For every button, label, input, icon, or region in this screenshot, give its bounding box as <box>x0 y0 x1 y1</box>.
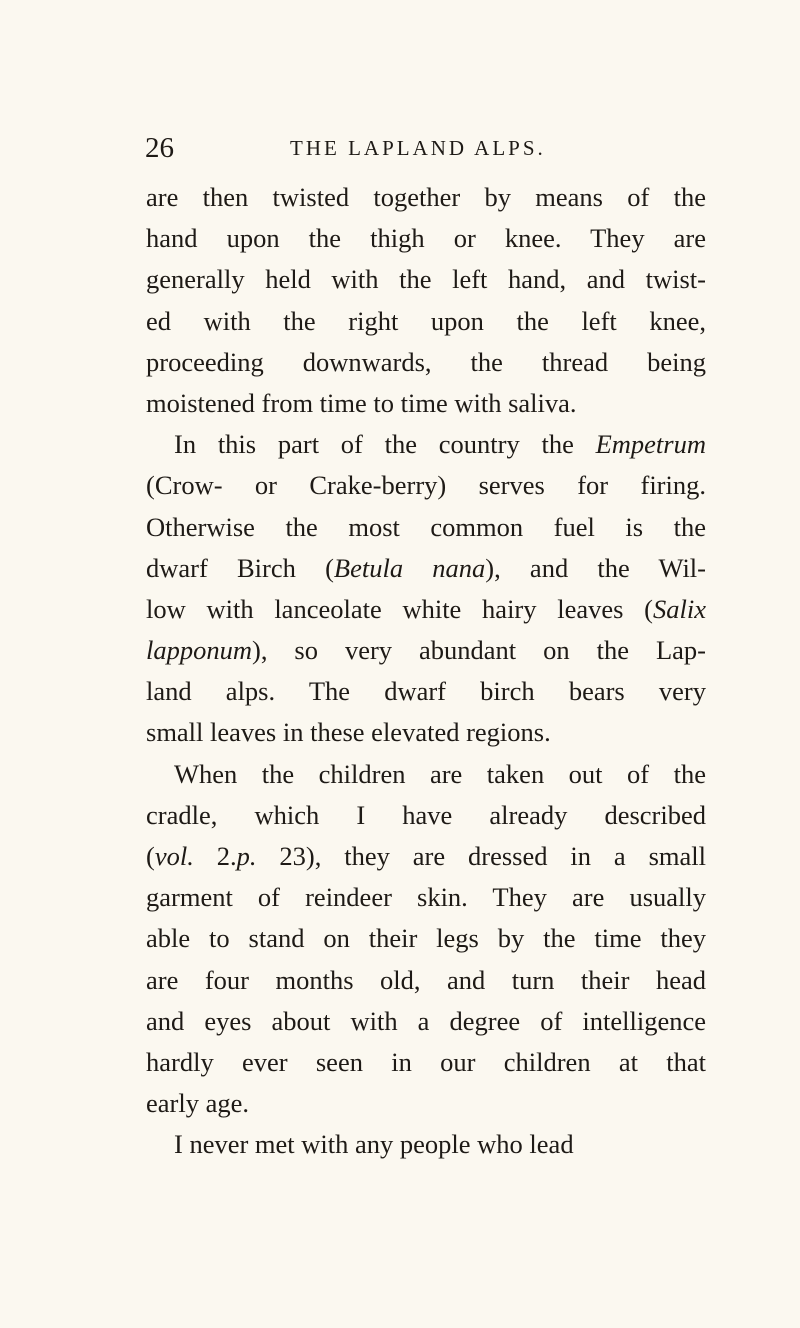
text-line: generally held with the left hand, and twist- <box>146 264 706 295</box>
text-line: (Crow- or Crake-berry) serves for firing. <box>146 470 706 501</box>
text-line: are four months old, and turn their head <box>146 964 706 995</box>
text-segment: low with lanceolate white hairy leaves ( <box>146 593 653 624</box>
italic-term: lapponum <box>146 635 252 666</box>
text-line: early age. <box>146 1088 249 1119</box>
text-line: hardly ever seen in our children at that <box>146 1046 706 1077</box>
text-line: are then twisted together by means of the <box>146 182 706 212</box>
text-line <box>146 424 706 465</box>
italic-term: vol. <box>154 841 194 871</box>
text-line: cradle, which I have already described <box>146 799 706 830</box>
text-line: When the children are taken out of the <box>174 758 706 789</box>
text-line <box>146 836 706 877</box>
text-segment: In this part of the country the <box>174 429 596 460</box>
text-segment: 23), they are dressed in a small <box>256 841 706 871</box>
text-line: and eyes about with a degree of intelligence <box>146 1005 706 1036</box>
italic-term: Salix <box>653 593 706 624</box>
text-line: garment of reindeer skin. They are usually <box>146 882 706 913</box>
page-number: 26 <box>145 132 174 164</box>
text-line: small leaves in these elevated regions. <box>146 717 551 748</box>
text-line: land alps. The dwarf birch bears very <box>146 676 706 707</box>
text-segment: dwarf Birch ( <box>146 552 334 583</box>
text-line <box>146 589 706 630</box>
text-segment: ), and the Wil- <box>485 552 706 583</box>
italic-term: Empetrum <box>595 429 706 460</box>
italic-term: Betula nana <box>333 552 486 583</box>
text-segment: 2. <box>193 841 237 871</box>
text-line: able to stand on their legs by the time they <box>146 923 706 954</box>
text-line: ed with the right upon the left knee, <box>146 305 706 336</box>
text-line: moistened from time to time with saliva. <box>146 387 577 418</box>
page-header <box>145 128 715 168</box>
italic-term: p. <box>236 841 257 871</box>
text-line: hand upon the thigh or knee. They are <box>146 223 706 254</box>
text-line: Otherwise the most common fuel is the <box>146 511 706 542</box>
text-segment: ( <box>146 841 155 871</box>
text-line: proceeding downwards, the thread being <box>146 346 706 377</box>
text-line: I never met with any people who lead <box>174 1129 574 1160</box>
text-line <box>146 548 706 589</box>
running-head: THE LAPLAND ALPS. <box>290 136 546 160</box>
text-line <box>146 630 706 671</box>
body-text <box>146 177 706 1166</box>
text-segment: ), so very abundant on the Lap- <box>252 635 706 666</box>
